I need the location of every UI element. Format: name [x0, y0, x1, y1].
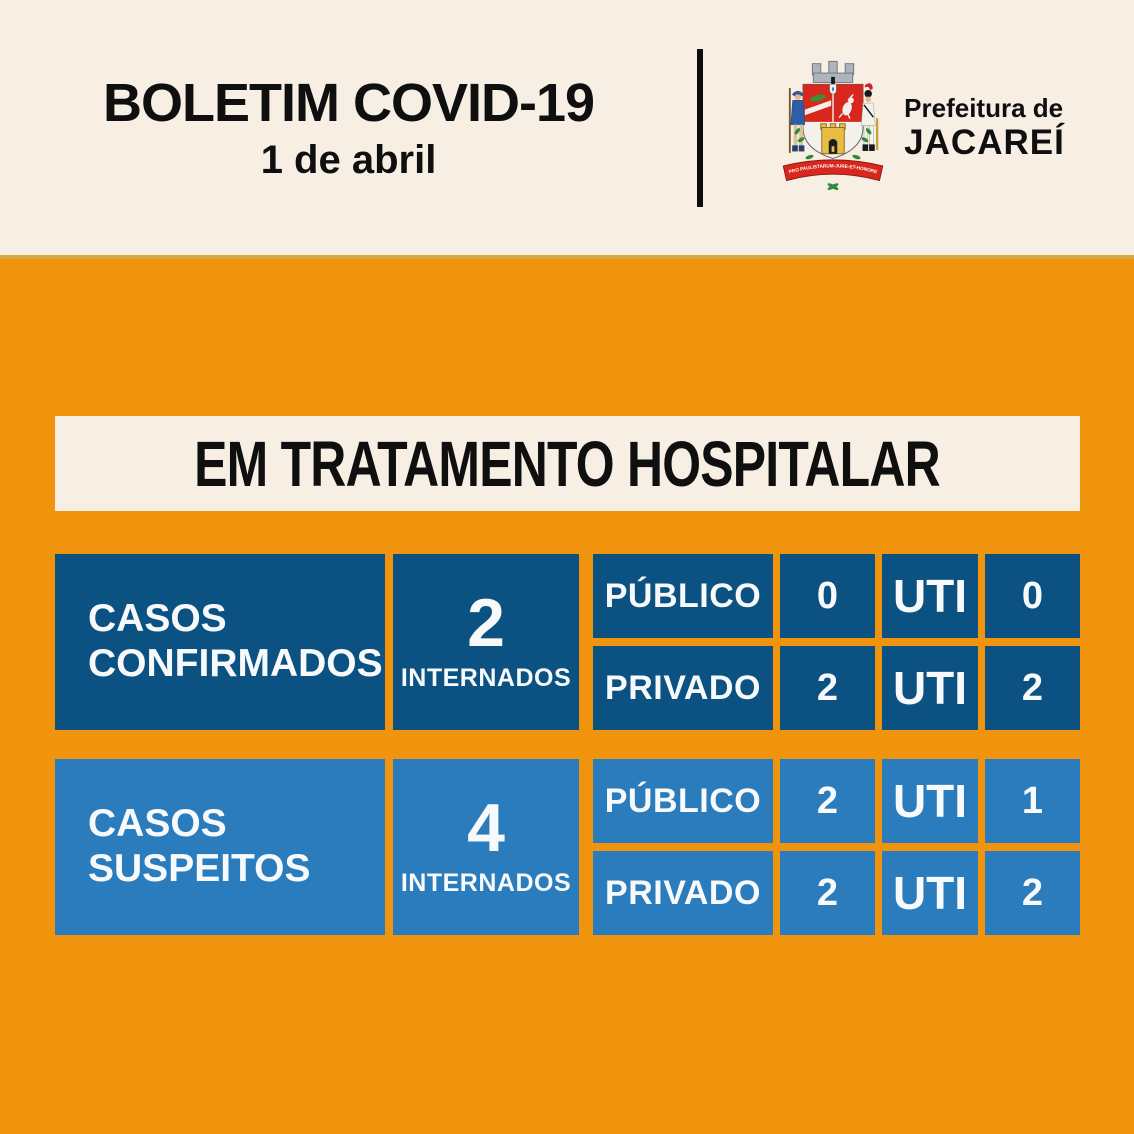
uti-value-cell: 2 — [985, 851, 1080, 935]
uti-label-cell: UTI — [882, 851, 978, 935]
count-value: 4 — [467, 790, 505, 867]
sector-cell-publico: PÚBLICO — [593, 554, 773, 638]
count-card-suspected — [393, 759, 579, 935]
section-title: EM TRATAMENTO HOSPITALAR — [194, 427, 941, 500]
sector-value-cell: 2 — [780, 646, 875, 730]
details-grid-suspected — [593, 759, 1080, 935]
header-logo-block — [703, 57, 1134, 198]
section-banner — [55, 416, 1080, 511]
count-caption: INTERNADOS — [400, 663, 572, 692]
sector-value-cell: 2 — [780, 851, 875, 935]
sector-value-cell: 0 — [780, 554, 875, 638]
category-label-line1: CASOS — [88, 597, 227, 641]
category-card-suspected — [55, 759, 385, 935]
uti-label-cell: UTI — [882, 759, 978, 843]
details-grid-confirmed — [593, 554, 1080, 730]
org-name-bottom: JACAREÍ — [904, 123, 1065, 162]
main-content — [0, 416, 1134, 935]
header — [0, 0, 1134, 259]
uti-label-cell: UTI — [882, 646, 978, 730]
page-title: BOLETIM COVID-19 — [102, 73, 595, 133]
category-card-confirmed — [55, 554, 385, 730]
uti-value-cell: 1 — [985, 759, 1080, 843]
crest-motto: PRO PAULISTARUM-JURE-ET-HONORE — [788, 163, 878, 175]
bulletin-date: 1 de abril — [260, 138, 437, 182]
uti-value-cell: 0 — [985, 554, 1080, 638]
category-label-line2: CONFIRMADOS — [88, 642, 383, 685]
uti-label-cell: UTI — [882, 554, 978, 638]
header-title-block — [0, 72, 697, 183]
category-label-line1: CASOS — [88, 802, 227, 846]
sector-cell-privado: PRIVADO — [593, 646, 773, 730]
jacarei-coat-of-arms-icon — [772, 57, 894, 198]
sector-cell-publico: PÚBLICO — [593, 759, 773, 843]
row-suspected-cases — [55, 759, 1080, 935]
org-name-top: Prefeitura de — [904, 93, 1064, 123]
org-name — [904, 95, 1065, 160]
count-caption: INTERNADOS — [400, 868, 572, 897]
row-confirmed-cases — [55, 554, 1080, 730]
category-label-line2: SUSPEITOS — [88, 847, 311, 890]
uti-value-cell: 2 — [985, 646, 1080, 730]
count-card-confirmed — [393, 554, 579, 730]
count-value: 2 — [467, 585, 505, 662]
sector-value-cell: 2 — [780, 759, 875, 843]
sector-cell-privado: PRIVADO — [593, 851, 773, 935]
